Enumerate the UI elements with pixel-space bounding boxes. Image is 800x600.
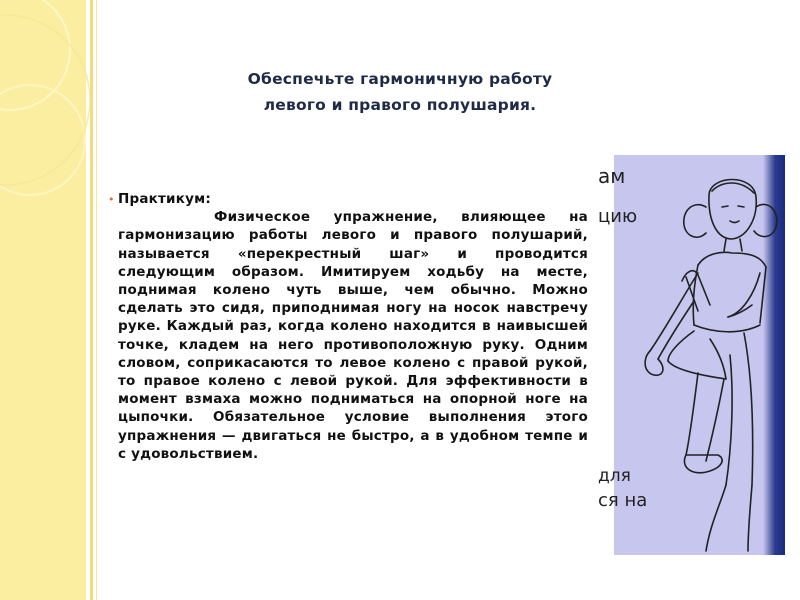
underlay-fragment: ам xyxy=(598,164,626,188)
underlay-fragment: цию xyxy=(598,206,638,227)
slide-title-line-2: левого и правого полушария. xyxy=(263,96,537,114)
underlay-fragment: для xyxy=(598,466,631,486)
decor-circles xyxy=(0,0,100,600)
bullet-marker: • xyxy=(108,193,115,206)
practicum-body: Физическое упражнение, влияющее на гармонизацию работы левого и правого полушарий, называется «перекрестный шаг» и проводится следующим образом. Имитируем ходьбу на месте, поднимая колено чуть выше, чем обычно. Можно сделать это сидя, приподнимая ногу на носок навстречу руке. Каждый раз, когда колено находится в наивысшей точке, кладем на него противоположную руку. Одним словом, соприкасаются то левое колено с правой рукой, то правое колено с левой рукой. Для эффективности в момент взмаха можно подниматься на опорной ноге на цыпочки. Обязательное условие выполнения этого упражнения — двигаться не быстро, а в удобном темпе и с удовольствием. xyxy=(118,209,588,462)
slide-title-line-1: Обеспечьте гармоничную работу xyxy=(247,70,553,88)
practicum-text-block xyxy=(118,190,588,463)
underlay-fragment: ся на xyxy=(598,490,648,511)
slide-title xyxy=(190,66,610,118)
practicum-heading: Практикум: xyxy=(118,191,211,207)
girl-cross-step-illustration xyxy=(614,155,784,555)
